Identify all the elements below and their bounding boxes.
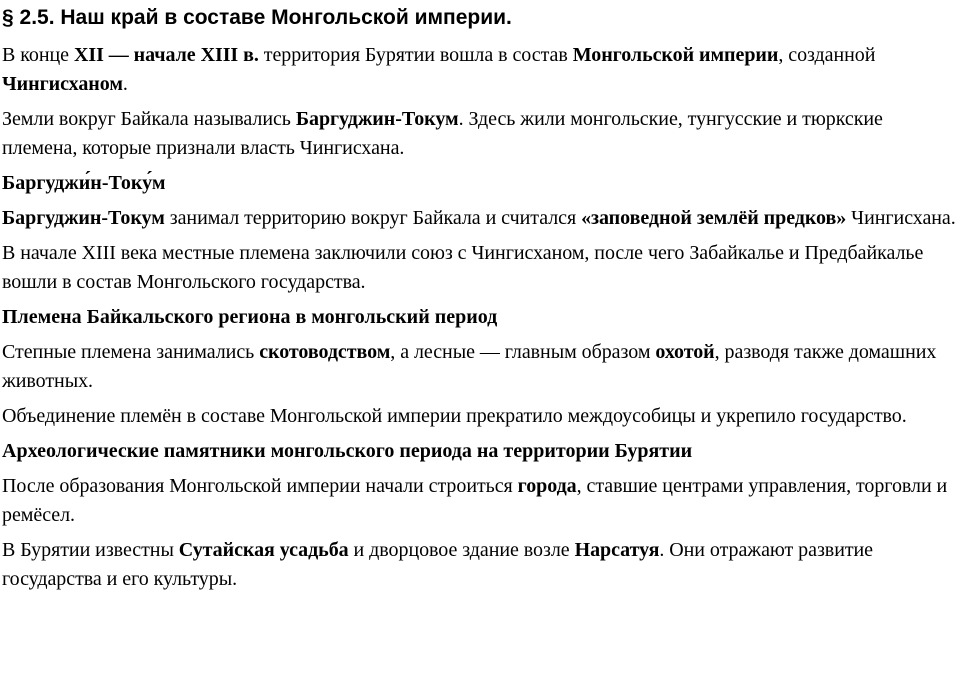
bold-term-mongol-empire: Монгольской империи <box>572 44 779 66</box>
subheading-bargudzhin-tokum: Баргуджи́н-Току́м <box>2 172 166 194</box>
bold-term-hunting: охотой <box>655 341 715 363</box>
paragraph-territory <box>2 204 958 233</box>
text: , ставшие центрами управления, торговли и ремёсел. <box>2 475 948 526</box>
text: После образования Монгольской империи начали строиться <box>2 475 518 497</box>
text: , созданной <box>778 44 876 66</box>
text: занимал территорию вокруг Байкала и считался <box>164 207 582 229</box>
text: , а лесные — главным образом <box>390 341 656 363</box>
subheading-archaeology: Археологические памятники монгольского периода на территории Бурятии <box>2 440 693 462</box>
text: В Бурятии известны <box>2 539 179 561</box>
paragraph-lands <box>2 105 958 163</box>
bold-term-cattle-breeding: скотоводством <box>259 341 391 363</box>
text: В начале XIII века местные племена заключили союз с Чингисханом, после чего Забайкалье и Предбайкалье вошли в состав Монгольского государства. <box>2 242 924 293</box>
text: . Здесь жили монгольские, тунгусские и тюркские племена, которые признали власть Чингисхана. <box>2 108 883 159</box>
paragraph-intro <box>2 41 958 99</box>
paragraph-occupations <box>2 338 958 396</box>
bold-term-bargudzhin-tokum: Баргуджин-Токум <box>295 108 459 130</box>
bold-term-sutai-estate: Сутайская усадьба <box>178 539 349 561</box>
bold-term-bargudzhin-tokum: Баргуджин-Токум <box>2 207 165 229</box>
bold-term-genghis-khan: Чингисханом <box>2 73 123 95</box>
paragraph-monuments <box>2 536 958 594</box>
bold-term-cities: города <box>517 475 577 497</box>
text: территория Бурятии вошла в состав <box>258 44 573 66</box>
text: Чингисхана. <box>846 207 956 229</box>
subheading-tribes: Племена Байкальского региона в монгольский период <box>2 306 498 328</box>
paragraph-unification <box>2 402 958 431</box>
text: Земли вокруг Байкала назывались <box>2 108 296 130</box>
paragraph-alliance <box>2 239 958 297</box>
text: . Они отражают развитие государства и его культуры. <box>2 539 874 590</box>
paragraph-cities <box>2 472 958 530</box>
bold-term-narsatuy: Нарсатуя <box>574 539 660 561</box>
text: В конце <box>2 44 74 66</box>
bold-date: XII — начале XIII в. <box>73 44 259 66</box>
text: Объединение племён в составе Монгольской империи прекратило междоусобицы и укрепило государство. <box>2 405 907 427</box>
text: и дворцовое здание возле <box>348 539 575 561</box>
bold-term-reserved-land: «заповедной землёй предков» <box>581 207 847 229</box>
text: . <box>122 73 128 95</box>
text: Степные племена занимались <box>2 341 260 363</box>
section-title: § 2.5. Наш край в составе Монгольской империи. <box>2 6 512 29</box>
text: , разводя также домашних животных. <box>2 341 937 392</box>
